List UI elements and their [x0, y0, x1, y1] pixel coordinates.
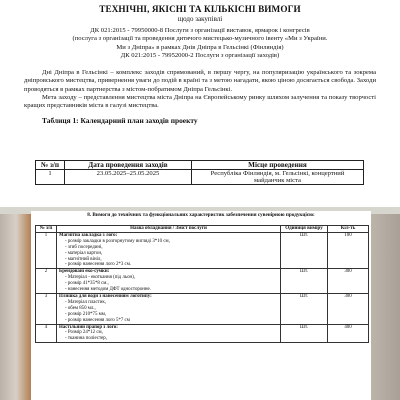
table-row	[36, 170, 364, 185]
item-unit: Шт.	[281, 269, 328, 294]
item-qty: 100	[328, 232, 369, 268]
col-header-number: № з/п	[36, 161, 65, 170]
item-detail: - розмір нанесення лого 5*7 см	[65, 317, 130, 323]
event-schedule-table	[35, 160, 364, 185]
section-heading: 8. Вимоги до технічних та функціональних характеристик забезпечення сувенірною продукцією:	[87, 212, 315, 218]
item-description	[57, 324, 281, 343]
item-detail: - нанесення методом ДФТ односторонне.	[65, 287, 151, 293]
item-description	[57, 269, 281, 294]
document-page-bottom	[31, 211, 371, 400]
item-name: Магнітна закладка з лого:	[59, 232, 118, 238]
item-detail: - магнітний вініл,	[65, 256, 102, 262]
item-detail: - згиб посередині,	[65, 244, 103, 250]
item-detail: - обем 850 мл.,	[65, 305, 96, 311]
item-description	[57, 293, 281, 324]
table-caption: Таблиця 1: Календарний план заходів проекту	[42, 115, 198, 125]
doc-subtitle: щодо закупівлі	[177, 15, 223, 23]
service-description-line: (послуга з організації та проведення дитячого мистецько-музичного івенту «Ми з України.	[72, 35, 328, 43]
table-row	[36, 269, 369, 294]
item-name: Настільний прапор з лого:	[59, 324, 118, 330]
item-number: 1	[36, 232, 57, 268]
col-header-unit: Одиниця виміру	[281, 226, 328, 233]
table-row	[36, 324, 369, 343]
row-number: 1	[36, 170, 65, 185]
item-number: 4	[36, 324, 57, 343]
item-unit: Шт.	[281, 232, 328, 268]
item-detail: - розмір 210*75 мм,	[65, 311, 107, 317]
item-name: Брендовані еко-сумки:	[59, 269, 110, 275]
col-header-qty: Кіл-ть	[328, 226, 369, 233]
col-header-location: Місце проведення	[192, 161, 364, 170]
item-unit: Шт.	[281, 293, 328, 324]
table-row	[36, 293, 369, 324]
table-header-row	[36, 161, 364, 170]
item-detail: - розмір нанесення лого 2*3 см.	[65, 262, 132, 268]
item-name: Пляшка для води з нанесенням логотипу:	[59, 293, 152, 299]
item-detail: - матеріал картон,	[65, 250, 103, 256]
service-description-line-2: Ми з Дніпра» в рамках Днів Дніпра в Гельсінкі (Фінляндія)	[116, 43, 284, 51]
souvenir-requirements-table	[35, 225, 369, 343]
item-number: 2	[36, 269, 57, 294]
item-unit: Шт.	[281, 324, 328, 343]
col-header-name: Назва обладнання / Зміст послуги	[57, 226, 281, 233]
item-number: 3	[36, 293, 57, 324]
row-location: Республіка Фінляндія, м. Гельсінкі, концертний майданчик міста	[192, 170, 364, 185]
intro-paragraph: Дні Дніпра в Гельсінкі – комплекс заходів спрямований, в першу чергу, на популяризацію українського та зокрема дніпровського мистецтва, привернення уваги до подій в країні та з метою нагадати, якою ціною досягається свобода. Заходи проводяться в рамках партнерства з містом-побратимом Дніпра Гельсінкі.	[24, 69, 376, 93]
row-dates: 23.05.2025–25.05.2025	[65, 170, 192, 185]
item-detail: - розмір закладки в розгорнутому вигляді 3*10 см,	[65, 238, 170, 244]
col-header-dates: Дата проведення заходів	[65, 161, 192, 170]
item-detail: - Матеріал - екоткання (під льон),	[65, 275, 135, 281]
procurement-code-line-2: ДК 021:2015 - 79952000-2 Послуги з організації заходів)	[120, 51, 280, 59]
item-description	[57, 232, 281, 268]
doc-title: ТЕХНІЧНІ, ЯКІСНІ ТА КІЛЬКІСНІ ВИМОГИ	[99, 4, 301, 14]
item-qty: 400	[328, 324, 369, 343]
item-qty: 300	[328, 293, 369, 324]
item-detail: - Розмір 24*12 см,	[65, 330, 103, 336]
goal-paragraph: Мета заходу – представлення мистецтва міста Дніпра на Європейському ринку шляхом залучення та показу творчості кращих представників міста в галузі мистецтва.	[24, 94, 376, 110]
table-row	[36, 232, 369, 268]
item-qty: 300	[328, 269, 369, 294]
item-detail: - розмір 41*35*8 см.,	[65, 281, 109, 287]
table-header-row	[36, 226, 369, 233]
procurement-code-line: ДК 021:2015 - 79950000-8 Послуги з організації виставок, ярмарок і конгресів	[90, 27, 310, 34]
item-detail: - Матеріал пластик,	[65, 299, 106, 305]
col-header-number: № з/п	[36, 226, 57, 233]
item-detail: - тканина поліестер,	[65, 336, 107, 342]
